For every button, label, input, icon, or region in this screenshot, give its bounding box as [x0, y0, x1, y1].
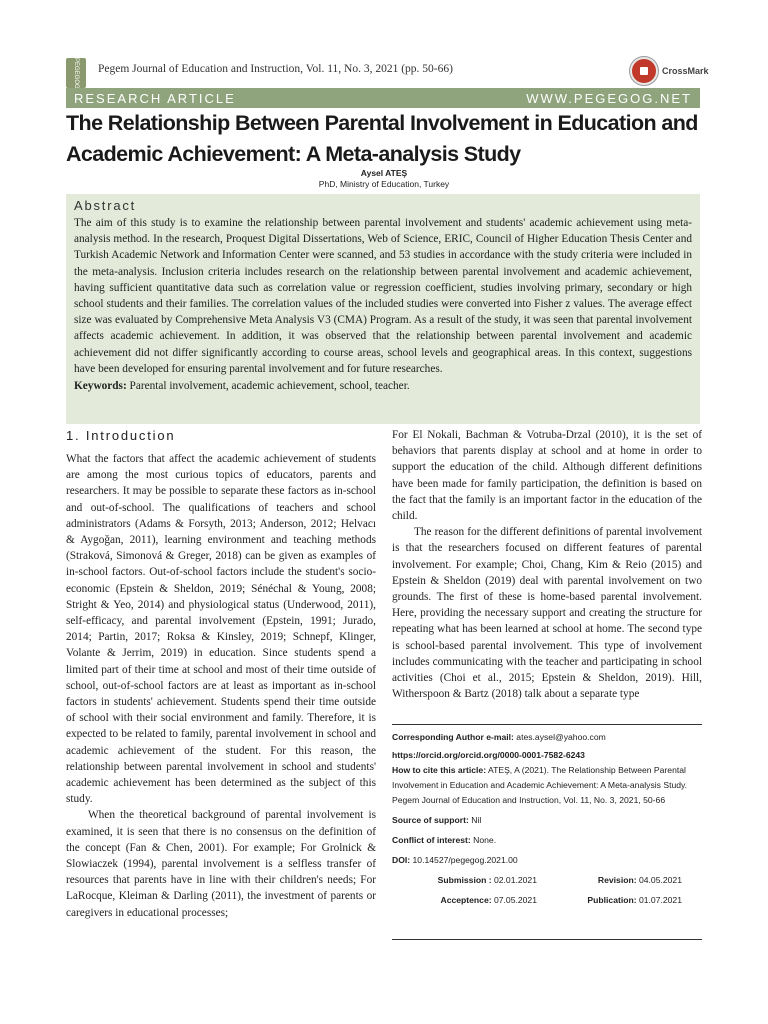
keywords-label: Keywords:	[74, 380, 127, 393]
introduction-heading: 1. Introduction	[66, 428, 176, 443]
abstract-heading: Abstract	[74, 198, 137, 213]
keywords	[74, 380, 692, 392]
submission-date	[392, 872, 537, 888]
article-type-label: RESEARCH ARTICLE	[74, 90, 236, 106]
journal-website-link[interactable]: WWW.PEGEGOG.NET	[526, 90, 692, 106]
article-title: The Relationship Between Parental Involvement in Education and Academic Achievement: A Meta-analysis Study	[66, 111, 698, 166]
right-column	[392, 427, 702, 702]
crossmark-icon	[630, 57, 658, 85]
journal-citation-line: Pegem Journal of Education and Instruction, Vol. 11, No. 3, 2021 (pp. 50-66)	[98, 63, 453, 75]
dates-row-2	[392, 892, 702, 908]
revision-label: Revision:	[597, 875, 637, 885]
intro-paragraph-4: The reason for the different definitions of parental involvement is that the researchers focused on different features of parental involvement. For example; Choi, Chang, Kim & Reio (2015) and Epstein & Sheldon (2019) deal with parental involvement on two grounds. The first of these is home-based parental involvement. Here, providing the necessary support and creating the structure for repeating what has been learned at school at home. The second type is school-based parental involvement. This type of involvement includes communicating with the teacher and participating in school activities (Choi et al., 2015; Epstein & Sheldon, 2019). Hill, Witherspoon & Bartz (2018) talk about a separate type	[392, 526, 702, 701]
email-line	[392, 729, 702, 745]
journal-logo	[66, 58, 86, 88]
revision-date	[537, 872, 682, 888]
publication-date	[537, 892, 682, 908]
doi-link[interactable]: 10.14527/pegegog.2021.00	[412, 855, 518, 865]
author-affiliation: PhD, Ministry of Education, Turkey	[318, 179, 450, 189]
crossmark-button[interactable]	[630, 58, 709, 84]
correspondence-box	[392, 724, 702, 940]
acceptence-date	[392, 892, 537, 908]
author-name: Aysel ATEŞ	[360, 168, 408, 178]
support-line	[392, 812, 702, 828]
left-column	[66, 451, 376, 921]
conflict-label: Conflict of interest:	[392, 835, 471, 845]
acceptence-label: Acceptence:	[440, 895, 492, 905]
journal-logo-text: PEGEGOG	[73, 57, 79, 89]
orcid-link[interactable]: https://orcid.org/orcid.org/0000-0001-7582-6243	[392, 750, 585, 760]
cite-label: How to cite this article:	[392, 765, 487, 775]
orcid-line	[392, 747, 702, 763]
email-label: Corresponding Author e-mail:	[392, 732, 514, 742]
cite-line	[392, 763, 702, 808]
doi-line	[392, 852, 702, 868]
publication-value: 01.07.2021	[638, 895, 682, 905]
acceptence-value: 07.05.2021	[493, 895, 537, 905]
keywords-text: Parental involvement, academic achievement, school, teacher.	[129, 380, 410, 393]
conflict-line	[392, 832, 702, 848]
conflict-value: None.	[473, 835, 497, 845]
revision-value: 04.05.2021	[638, 875, 682, 885]
intro-paragraph-2: When the theoretical background of parental involvement is examined, it is seen that there is no consensus on the definition of the concept (Fan & Chen, 2001). For example; For Grolnick & Slowiaczek (1994), parental involvement is a selfless transfer of resources that parents have in line with their children's needs; For LaRocque, Kleiman & Darling (2011), the investment of parents or caregivers in educational processes;	[66, 809, 376, 919]
intro-paragraph-3: For El Nokali, Bachman & Votruba-Drzal (2010), it is the set of behaviors that parents display at school and at home in order to support the education of the child. Although different definitions have been made for family participation, the definition is based on the fact that the family is an important factor in the education of the child.	[392, 429, 702, 523]
submission-value: 02.01.2021	[493, 875, 537, 885]
crossmark-label: CrossMark	[662, 66, 709, 76]
intro-paragraph-1: What the factors that affect the academic achievement of students are among the most curious topics of educators, parents and researchers. It may be possible to separate these factors as in-school and out-of-school. The qualifications of teachers and school administrators (Adams & Forsyth, 2013; Anderson, 2012; Helvacı & Aygoğan, 2011), learning environment and teaching methods (Straková, Simonová & Greger, 2018) can be given as examples of in-school factors. Out-of-school factors include the student's socio-economic (Epstein & Sheldon, 2019; Sénéchal & Young, 2008; Stright & Yeo, 2014) and physiological status (Underwood, 2011), self-efficacy, and parental involvement (Epstein, 1991; Jurado, 2014; Partin, 2017; Roksa & Kinsley, 2019; Schnepf, Klinger, Volante & Jerrim, 2019) in education. Since students spend a limited part of their time at school and most of their time outside of school, out-of-school factors are at least as important as in-school factors in students' achievement. Students spend their time outside of school with their social environment and family. Therefore, it is expected to be related to family, parental involvement in school and academic achievement of the student. For this reason, the relationship between parental involvement in school and students' academic achievement has been determined as the subject of this study.	[66, 453, 376, 806]
abstract-text: The aim of this study is to examine the relationship between parental involvement and students' academic achievement using meta-analysis method. In the research, Proquest Digital Dissertations, Web of Science, ERIC, Council of Higher Education Thesis Center and Turkish Academic Network and Information Center were scanned, and 53 studies in accordance with the study criteria were included in the meta-analysis. Inclusion criteria includes research on the relationship between parental involvement and academic achievement, having sufficient quantitative data such as correlation value or regression coefficient, studies involving primary, secondary or high school students and their families. The correlation values of the included studies were converted into Fisher z values. The average effect size was evaluated by Comprehensive Meta Analysis V3 (CMA) Program. As a result of the study, it was seen that parental involvement affects academic achievement. In addition, it was observed that the relationship between parental involvement and academic achievement did not differ significantly according to course areas, school levels and geographical areas. In this context, suggestions have been developed for ensuring parental involvement and for future researches.	[74, 217, 692, 375]
cite-text: ATEŞ, A (2021). The Relationship Between Parental Involvement in Education and Academic Achievement: A Meta-analysis Study. Pegem Journal of Education and Instruction, Vol. 11, No. 3, 2021, 50-66	[392, 765, 688, 805]
submission-label: Submission :	[437, 875, 492, 885]
publication-label: Publication:	[587, 895, 637, 905]
abstract-section	[66, 194, 700, 424]
article-type-banner	[66, 88, 700, 108]
support-label: Source of support:	[392, 815, 469, 825]
dates-row-1	[392, 872, 702, 888]
author-email-link[interactable]: ates.aysel@yahoo.com	[516, 732, 606, 742]
support-value: Nil	[471, 815, 482, 825]
doi-label: DOI:	[392, 855, 411, 865]
